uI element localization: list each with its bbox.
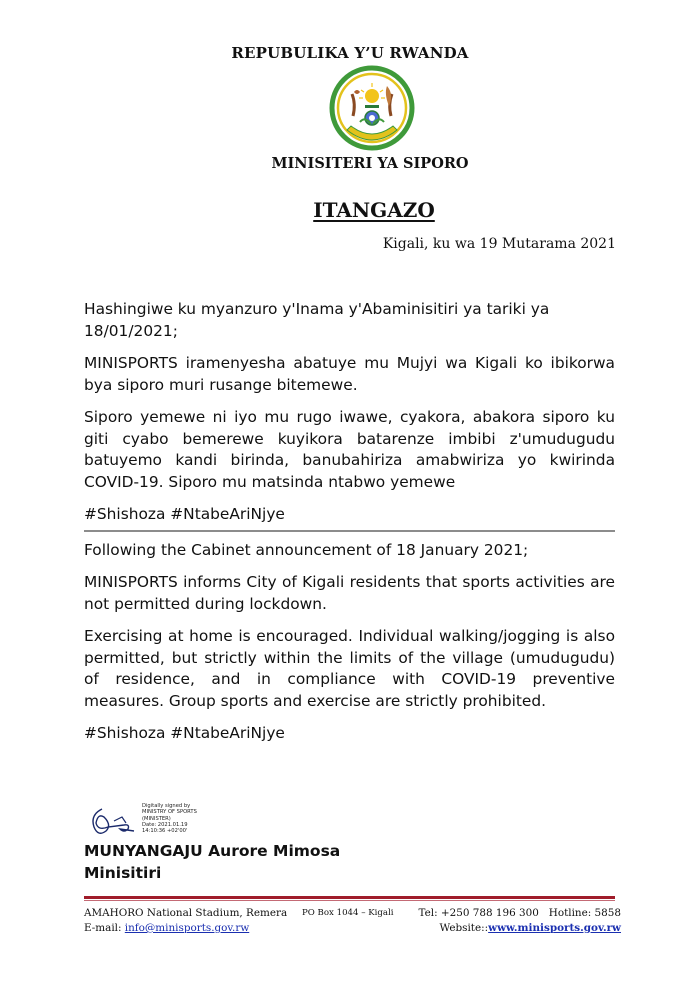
signatory-role: Minisitiri xyxy=(84,864,162,882)
english-paragraph-3: Exercising at home is encouraged. Individual walking/jogging is also permitted, but strictly within the limits of the village (umudugudu) of residence, and in compliance with COVID-19 preventive measures. Group sports and exercise are strictly prohibited. xyxy=(84,627,615,710)
footer-email-row xyxy=(84,921,314,936)
digital-line: Digitally signed by xyxy=(142,803,191,809)
footer-divider-thin xyxy=(84,900,615,901)
country-heading: REPUBULIKA Y’U RWANDA xyxy=(231,44,469,62)
signatory xyxy=(84,840,340,884)
language-divider xyxy=(84,530,615,532)
digital-line: 14:10:36 +02'00' xyxy=(142,828,188,835)
kinyarwanda-paragraph-2: MINISPORTS iramenyesha abatuye mu Mujyi wa Kigali ko ibikorwa bya siporo muri rusange bitemewe. xyxy=(84,354,615,394)
email-link[interactable]: info@minisports.gov.rw xyxy=(124,922,250,934)
footer-divider xyxy=(84,896,615,899)
footer-website-row xyxy=(381,921,621,936)
document-title: ITANGAZO xyxy=(313,198,435,222)
dateline: Kigali, ku wa 19 Mutarama 2021 xyxy=(382,236,616,252)
english-paragraph-2: MINISPORTS informs City of Kigali residents that sports activities are not permitted during lockdown. xyxy=(84,573,615,613)
website-link[interactable]: www.minisports.gov.rw xyxy=(488,922,621,934)
signatory-name: MUNYANGAJU Aurore Mimosa xyxy=(84,842,341,860)
english-hashtags: #Shishoza #NtabeAriNjye xyxy=(84,724,285,742)
rwanda-coat-of-arms-icon xyxy=(327,64,417,152)
footer-address: AMAHORO National Stadium, Remera xyxy=(84,907,288,919)
digital-line: MINISTRY OF SPORTS xyxy=(142,809,197,816)
kinyarwanda-paragraph-3: Siporo yemewe ni iyo mu rugo iwawe, cyakora, abakora siporo ku giti cyabo bemerewe kuyikora batarenze imbibi z'umudugudu batuyemo kandi birinda, banubahiriza amabwiriza yo kwirinda COVID-19. Siporo mu matsinda ntabwo yemewe xyxy=(84,408,615,491)
footer-pobox: PO Box 1044 – Kigali xyxy=(302,908,394,918)
english-paragraph-1: Following the Cabinet announcement of 18 January 2021; xyxy=(84,540,529,559)
ministry-heading: MINISITERI YA SIPORO xyxy=(271,155,469,172)
digital-signature-details xyxy=(142,803,197,834)
kinyarwanda-hashtags: #Shishoza #NtabeAriNjye xyxy=(84,505,285,523)
email-label: E-mail: xyxy=(84,922,125,934)
handwritten-signature-icon xyxy=(84,805,142,839)
footer-contact-left xyxy=(84,906,314,936)
footer-contact-right xyxy=(381,906,621,936)
digital-signature xyxy=(84,803,324,843)
announcement-body xyxy=(84,299,615,756)
digital-line: (MINISTER) xyxy=(142,815,171,822)
digital-line: Date: 2021.01.19 xyxy=(142,821,188,828)
website-label: Website:: xyxy=(439,922,489,934)
footer-phone: Tel: +250 788 196 300 Hotline: 5858 xyxy=(418,907,621,919)
kinyarwanda-paragraph-1: Hashingiwe ku myanzuro y'Inama y'Abaminisitiri ya tariki ya 18/01/2021; xyxy=(84,300,550,340)
